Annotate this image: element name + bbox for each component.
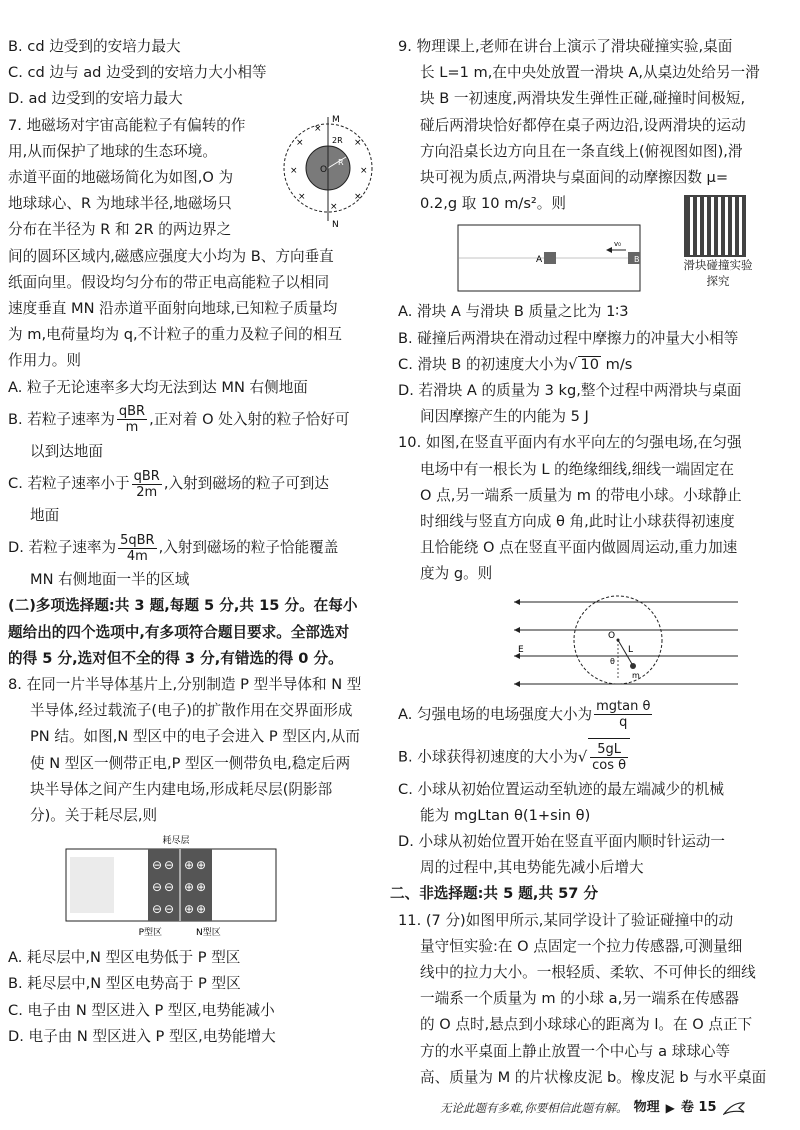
q10-stem-line-6: 度为 g。则 [420, 565, 493, 583]
q7-magnetic-field-figure [270, 113, 382, 229]
q7-stem-line-5: 分布在半径为 R 和 2R 的两边界之 [8, 221, 232, 239]
triangle-icon: ▶ [665, 1101, 675, 1115]
q9-option-c: C. 滑块 B 的初速度大小为√ 10 m/s [398, 355, 633, 373]
qr-caption: 滑块碰撞实验探究 [683, 258, 753, 289]
minus-charge: ⊖ [164, 902, 175, 917]
q10-stem-line-2: 电场中有一根长为 L 的绝缘细线,细线一端固定在 [420, 460, 734, 478]
label-l: L [628, 644, 634, 655]
section-2-header-line-3: 的得 5 分,选对但不全的得 3 分,有错选的得 0 分。 [8, 649, 343, 667]
q7-stem-line-3: 赤道平面的地磁场简化为如图,O 为 [8, 169, 234, 187]
plus-charge: ⊕ [196, 902, 207, 917]
label-b: B [634, 255, 640, 265]
fraction [590, 742, 628, 773]
label-theta: θ [610, 656, 615, 666]
q8-stem-line-5: 块半导体之间产生内建电场,形成耗尽层(阴影部 [30, 780, 333, 798]
fraction-numerator: qBR [133, 468, 160, 484]
cross-mark: × [298, 191, 306, 202]
q7-option-b-cont: 以到达地面 [30, 442, 103, 460]
q11-stem-line-1: 11. (7 分)如图甲所示,某同学设计了验证碰撞中的动 [398, 911, 734, 929]
cross-mark: × [296, 137, 304, 148]
q8-option-a: A. 耗尽层中,N 型区电势低于 P 型区 [8, 949, 241, 967]
right-column [390, 34, 792, 1091]
q9-stem-line-5: 方向沿桌长边方向且在一条直线上(俯视图如图),滑 [420, 142, 743, 160]
q9-stem-line-6: 块可视为质点,两滑块与桌面间的动摩擦因数 μ= [420, 169, 729, 187]
q7-option-b-text: ,正对着 O 处入射的粒子恰好可 [149, 410, 350, 428]
q7-option-c-text: ,入射到磁场的粒子可到达 [163, 475, 329, 493]
q7-stem-line-9: 为 m,电荷量均为 q,不计粒子的重力及粒子间的相互 [8, 326, 342, 344]
q7-stem-line-2: 用,从而保护了地球的生态环境。 [8, 142, 217, 160]
label-a: A [536, 255, 543, 266]
fraction-denominator: 2m [136, 484, 158, 500]
fraction-numerator: 5qBR [120, 532, 155, 548]
label-m: M [332, 114, 340, 125]
n-region-label: N型区 [196, 928, 221, 939]
fraction-numerator: qBR [118, 404, 146, 420]
plus-charge: ⊕ [184, 880, 195, 895]
q9-stem-line-3: 块 B 一初速度,两滑块发生弹性正碰,碰撞时间极短, [420, 90, 746, 108]
q11-stem-line-2: 量守恒实验:在 O 点固定一个拉力传感器,可测量细 [420, 937, 743, 955]
q7-option-d-text: D. 若粒子速率为 [8, 539, 117, 557]
q9-option-c-unit: m/s [601, 355, 633, 373]
q10-option-a-text: A. 匀强电场的电场强度大小为 [398, 705, 593, 723]
q10-stem-line-5: 且恰能绕 O 点在竖直平面内做圆周运动,重力加速 [420, 539, 738, 557]
fraction-denominator: m [125, 420, 139, 436]
q10-option-b: B. 小球获得初速度的大小为√ $\frac{5gL}{\text{cos θ}}$ [398, 738, 792, 777]
q11-stem-line-5: 的 O 点时,悬点到小球球心的距离为 l。在 O 点正下 [420, 1016, 753, 1034]
page-footer [440, 1100, 770, 1116]
page-curl-icon [723, 1100, 745, 1116]
q10-option-b-text: B. 小球获得初速度的大小为 [398, 748, 578, 766]
fraction [118, 533, 156, 564]
q10-stem-line-1: 10. 如图,在竖直平面内有水平向左的匀强电场,在匀强 [398, 434, 742, 452]
minus-charge: ⊖ [152, 858, 163, 873]
q8-stem-line-1: 8. 在同一片半导体基片上,分别制造 P 型半导体和 N 型 [8, 676, 362, 694]
q9-option-d: D. 若滑块 A 的质量为 3 kg,整个过程中两滑块与桌面 [398, 382, 742, 400]
blurred-decoration [70, 857, 114, 913]
cross-mark: × [314, 123, 322, 134]
q7-option-c-text: C. 若粒子速率小于 [8, 475, 130, 493]
field-lines [514, 602, 738, 684]
q11-stem-line-4: 一端系一个质量为 m 的小球 a,另一端系在传感器 [420, 990, 739, 1008]
q7-option-a: A. 粒子无论速率多大均无法到达 MN 右侧地面 [8, 378, 308, 396]
plus-charge: ⊕ [196, 880, 207, 895]
footer-subject: 物理 [633, 1100, 660, 1115]
plus-charge: ⊕ [196, 858, 207, 873]
q7-option-c [8, 465, 386, 503]
field-arrowheads [514, 599, 520, 687]
fraction-numerator: 5gL [590, 742, 628, 758]
cross-mark: × [360, 165, 368, 176]
sqrt-radicand: 10 [580, 355, 599, 373]
sqrt-expression [588, 738, 630, 777]
section-3-header: 二、非选择题:共 5 题,共 57 分 [390, 885, 599, 903]
q10-option-d-cont: 周的过程中,其电势能先减小后增大 [420, 859, 644, 877]
q6-option-d: D. ad 边受到的安培力最大 [8, 90, 183, 108]
q7-stem-line-10: 作用力。则 [8, 352, 81, 370]
q7-option-d [8, 529, 386, 567]
q7-stem-line-6: 间的圆环区域内,磁感应强度大小均为 B、方向垂直 [8, 247, 334, 265]
q6-option-c: C. cd 边与 ad 边受到的安培力大小相等 [8, 64, 267, 82]
q7-option-b [8, 401, 386, 439]
q8-stem-line-3: PN 结。如图,N 型区中的电子会进入 P 型区内,从而 [30, 728, 360, 746]
section-2-header-line-2: 题给出的四个选项中,有多项符合题目要求。全部选对 [8, 623, 350, 641]
q7-stem-line-1: 7. 地磁场对宇宙高能粒子有偏转的作 [8, 116, 246, 134]
q6-option-b: B. cd 边受到的安培力最大 [8, 38, 181, 55]
q7-option-c-cont: 地面 [30, 507, 60, 525]
ball [630, 663, 636, 669]
q8-option-c: C. 电子由 N 型区进入 P 型区,电势能减小 [8, 1001, 275, 1019]
q10-option-c-cont: 能为 mgLtan θ(1+sin θ) [420, 806, 591, 824]
label-m: m [632, 670, 640, 680]
q10-stem-line-4: 时细线与竖直方向成 θ 角,此时让小球获得初速度 [420, 513, 735, 531]
qr-code[interactable] [684, 195, 746, 257]
q10-option-d: D. 小球从初始位置开始在竖直平面内顺时针运动一 [398, 833, 725, 851]
q10-stem-line-3: O 点,另一端系一质量为 m 的带电小球。小球静止 [420, 486, 742, 504]
cross-mark: × [290, 165, 298, 176]
minus-charge: ⊖ [164, 858, 175, 873]
q9-table-figure [456, 221, 642, 295]
minus-charge: ⊖ [152, 902, 163, 917]
left-column [8, 34, 386, 1050]
q9-option-b: B. 碰撞后两滑块在滑动过程中摩擦力的冲量大小相等 [398, 329, 739, 347]
cross-mark: × [354, 137, 362, 148]
q7-stem-line-7: 纸面向里。假设均匀分布的带正电高能粒子以相同 [8, 273, 330, 291]
cross-mark: × [354, 191, 362, 202]
q10-field-figure [506, 594, 746, 692]
fraction-numerator: mgtan θ [596, 699, 651, 715]
depletion-layer-label: 耗尽层 [162, 836, 190, 847]
pivot-point [617, 638, 620, 641]
p-region-label: P型区 [138, 928, 162, 939]
label-r: R [338, 157, 344, 167]
q7-option-b-text: B. 若粒子速率为 [8, 410, 115, 428]
q9-stem-line-4: 碰后两滑块恰好都停在桌子两边沿,设两滑块的运动 [420, 116, 746, 134]
q9-figure-row [398, 217, 792, 299]
q11-stem-line-3: 线中的拉力大小。一根轻质、柔软、不可伸长的细线 [420, 964, 756, 982]
q9-option-d-cont: 间因摩擦产生的内能为 5 J [420, 408, 589, 426]
q10-option-a [398, 696, 792, 734]
cross-mark: × [330, 201, 338, 212]
section-2-header-line-1: (二)多项选择题:共 3 题,每题 5 分,共 15 分。在每小 [8, 597, 358, 615]
label-n: N [332, 219, 339, 229]
q8-option-b: B. 耗尽层中,N 型区电势高于 P 型区 [8, 975, 241, 993]
q9-stem-line-1: 9. 物理课上,老师在讲台上演示了滑块碰撞实验,桌面 [398, 38, 733, 55]
q8-option-d: D. 电子由 N 型区进入 P 型区,电势能增大 [8, 1027, 276, 1045]
footer-motto: 无论此题有多难,你要相信此题有解。 [440, 1101, 628, 1115]
q8-stem-line-6: 分)。关于耗尽层,则 [30, 807, 158, 825]
label-o: O [608, 630, 616, 641]
minus-charge: ⊖ [164, 880, 175, 895]
plus-charge: ⊕ [184, 858, 195, 873]
fraction [594, 699, 652, 730]
footer-page-number: 卷 15 [680, 1100, 717, 1115]
q10-option-c: C. 小球从初始位置运动至轨迹的最左端减少的机械 [398, 780, 724, 798]
q8-stem-line-2: 半导体,经过载流子(电子)的扩散作用在交界面形成 [30, 702, 353, 720]
label-2r: 2R [332, 135, 343, 145]
fraction [117, 404, 147, 435]
fraction-denominator: cos θ [592, 758, 627, 774]
q11-stem-line-7: 高、质量为 M 的片状橡皮泥 b。橡皮泥 b 与水平桌面 [420, 1068, 767, 1086]
q7-option-d-cont: MN 右侧地面一半的区域 [30, 571, 190, 589]
q7-option-d-text: ,入射到磁场的粒子恰能覆盖 [158, 539, 339, 557]
label-v0: v₀ [614, 240, 621, 249]
label-o: O [320, 164, 328, 175]
q9-stem-line-7: 0.2,g 取 10 m/s²。则 [420, 195, 566, 213]
q11-stem-line-6: 方的水平桌面上静止放置一个中心与 a 球球心等 [420, 1042, 731, 1060]
q7-stem-line-4: 地球球心、R 为地球半径,地磁场只 [8, 195, 232, 213]
minus-charge: ⊖ [152, 880, 163, 895]
q8-pn-junction-figure [56, 833, 286, 941]
q9-option-c-text: C. 滑块 B 的初速度大小为 [398, 355, 569, 373]
fraction-denominator: q [619, 715, 628, 731]
fraction [132, 469, 162, 500]
q9-option-a: A. 滑块 A 与滑块 B 质量之比为 1∶3 [398, 303, 629, 321]
label-e: E [518, 644, 524, 655]
q8-stem-line-4: 使 N 型区一侧带正电,P 型区一侧带负电,稳定后两 [30, 754, 351, 772]
fraction-denominator: 4m [126, 548, 148, 564]
block-a [544, 252, 556, 264]
q9-stem-line-2: 长 L=1 m,在中央处放置一滑块 A,从桌边处给另一滑 [420, 64, 760, 82]
q7-block [8, 113, 386, 594]
plus-charge: ⊕ [184, 902, 195, 917]
q7-stem-line-8: 速度垂直 MN 沿赤道平面射向地球,已知粒子质量均 [8, 300, 338, 318]
